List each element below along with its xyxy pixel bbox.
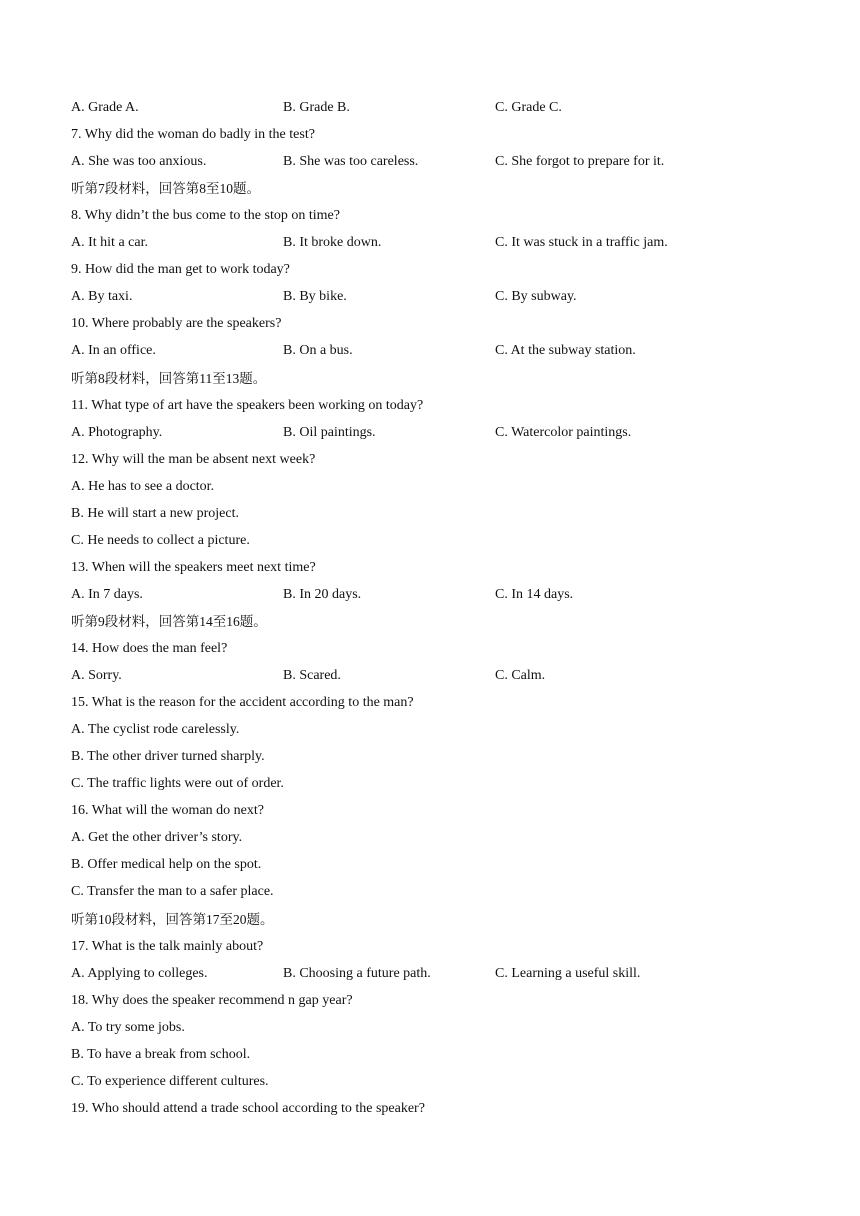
question-line [71, 991, 353, 1011]
line-text: 16. What will the woman do next? [71, 803, 264, 819]
line-text: A. He has to see a doctor. [71, 478, 215, 494]
question-line [71, 1099, 425, 1119]
answer-option: C. Watercolor paintings. [495, 424, 632, 440]
answer-option: A. Applying to colleges. [71, 965, 208, 981]
question-line [71, 206, 340, 226]
section-instruction [71, 369, 266, 389]
question-line [71, 937, 263, 957]
question-line [71, 125, 315, 145]
line-text: B. He will start a new project. [71, 505, 239, 521]
question-line [71, 1045, 250, 1065]
question-line [71, 882, 274, 902]
line-text: B. Offer medical help on the spot. [71, 857, 262, 873]
answer-option: C. Learning a useful skill. [495, 965, 641, 981]
answer-option: B. On a bus. [283, 343, 353, 359]
section-instruction-text: 听第7段材料，回答第8至10题。 [71, 181, 260, 197]
answer-option: A. In 7 days. [71, 586, 143, 602]
answer-option: A. Sorry. [71, 668, 122, 684]
answer-option: B. By bike. [283, 289, 347, 305]
question-line [71, 531, 250, 551]
question-line [71, 639, 227, 659]
answer-option: C. It was stuck in a traffic jam. [495, 235, 668, 251]
answer-option: B. In 20 days. [283, 586, 362, 602]
line-text: 11. What type of art have the speakers been working on today? [71, 397, 424, 413]
answer-option: A. It hit a car. [71, 235, 148, 251]
question-line [71, 693, 414, 713]
line-text: 12. Why will the man be absent next week? [71, 451, 316, 467]
line-text: 7. Why did the woman do badly in the test? [71, 127, 315, 143]
line-text: 14. How does the man feel? [71, 641, 228, 656]
question-line [71, 504, 239, 524]
question-line [71, 396, 423, 416]
answer-option: A. By taxi. [71, 289, 133, 305]
line-text: 13. When will the speakers meet next time? [71, 559, 316, 575]
section-instruction-text: 听第10段材料，回答第17至20题。 [71, 911, 274, 927]
answer-option: B. Choosing a future path. [283, 965, 431, 981]
line-text: A. The cyclist rode carelessly. [71, 722, 240, 738]
answer-option: C. Grade C. [495, 100, 562, 115]
question-line [71, 450, 315, 470]
question-line [71, 855, 261, 875]
answer-option: C. In 14 days. [495, 586, 574, 602]
question-line [71, 260, 290, 280]
question-line [71, 720, 239, 740]
question-line [71, 747, 265, 767]
question-line [71, 314, 281, 334]
answer-option: C. Calm. [495, 668, 546, 684]
line-text: 15. What is the reason for the accident according to the man? [71, 695, 414, 711]
section-instruction [71, 179, 260, 199]
section-instruction-text: 听第9段材料，回答第14至16题。 [71, 613, 267, 629]
line-text: 8. Why didn’t the bus come to the stop on time? [71, 208, 340, 224]
question-line [71, 558, 316, 578]
line-text: 18. Why does the speaker recommend n gap year? [71, 992, 353, 1008]
answer-option: A. Grade A. [71, 100, 139, 115]
answer-option: B. She was too careless. [283, 154, 419, 170]
question-line [71, 801, 264, 821]
section-instruction-text: 听第8段材料，回答第11至13题。 [71, 370, 267, 386]
line-text: C. Transfer the man to a safer place. [71, 884, 274, 900]
answer-option: B. Oil paintings. [283, 424, 376, 440]
answer-option: A. She was too anxious. [71, 154, 207, 170]
line-text: C. He needs to collect a picture. [71, 532, 250, 548]
answer-option: A. Photography. [71, 424, 163, 440]
line-text: C. To experience different cultures. [71, 1073, 269, 1089]
question-line [71, 828, 242, 848]
line-text: 10. Where probably are the speakers? [71, 316, 282, 332]
question-line [71, 1072, 269, 1092]
section-instruction [71, 612, 267, 632]
answer-option: B. Scared. [283, 668, 341, 684]
section-instruction [71, 910, 274, 930]
answer-option: C. She forgot to prepare for it. [495, 154, 665, 170]
answer-option: C. By subway. [495, 289, 577, 305]
line-text: C. The traffic lights were out of order. [71, 776, 284, 792]
question-line [71, 1018, 185, 1038]
line-text: B. The other driver turned sharply. [71, 749, 265, 765]
line-text: A. Get the other driver’s story. [71, 830, 243, 846]
question-line [71, 774, 284, 794]
line-text: A. To try some jobs. [71, 1019, 185, 1035]
answer-option: A. In an office. [71, 343, 156, 359]
line-text: 19. Who should attend a trade school according to the speaker? [71, 1100, 425, 1116]
line-text: 17. What is the talk mainly about? [71, 938, 264, 954]
line-text: 9. How did the man get to work today? [71, 262, 290, 278]
question-line [71, 477, 214, 497]
answer-option: B. It broke down. [283, 235, 382, 251]
answer-option: C. At the subway station. [495, 343, 636, 359]
answer-option: B. Grade B. [283, 100, 350, 115]
line-text: B. To have a break from school. [71, 1046, 251, 1062]
